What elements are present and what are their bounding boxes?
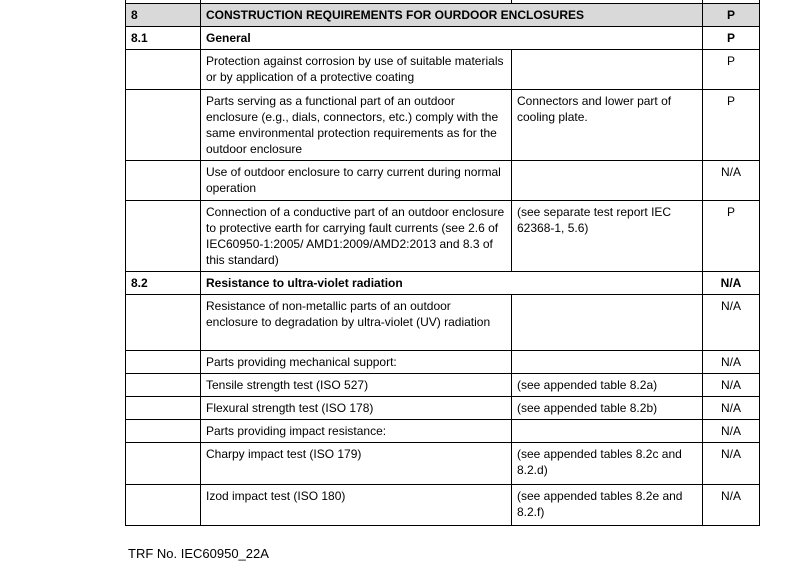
clause-cell — [126, 351, 201, 374]
table-row — [126, 295, 760, 351]
requirement-cell: Charpy impact test (ISO 179) — [201, 443, 512, 485]
remark-cell — [512, 295, 703, 351]
requirement-cell: Parts providing mechanical support: — [201, 351, 512, 374]
requirement-cell: Use of outdoor enclosure to carry current during normal operation — [201, 161, 512, 201]
verdict-cell: N/A — [703, 485, 760, 526]
section-title-cell: General — [201, 27, 703, 50]
clause-cell — [126, 485, 201, 526]
clause-cell: 8.2 — [126, 272, 201, 295]
table-row-section-8 — [126, 4, 760, 27]
table-row — [126, 443, 760, 485]
table-container — [125, 0, 760, 526]
verdict-cell: N/A — [703, 374, 760, 397]
verdict-cell: N/A — [703, 161, 760, 201]
table-row — [126, 50, 760, 90]
verdict-cell: P — [703, 201, 760, 272]
clause-cell — [126, 201, 201, 272]
table-row — [126, 420, 760, 443]
clause-cell: 8.1 — [126, 27, 201, 50]
remark-cell: (see appended tables 8.2c and 8.2.d) — [512, 443, 703, 485]
remark-cell: (see appended table 8.2b) — [512, 397, 703, 420]
verdict-cell: P — [703, 90, 760, 161]
clause-cell — [126, 161, 201, 201]
table-row — [126, 485, 760, 526]
table-row-section-8-1 — [126, 27, 760, 50]
table-row — [126, 201, 760, 272]
remark-cell — [512, 50, 703, 90]
remark-cell: Connectors and lower part of cooling plate. — [512, 90, 703, 161]
verdict-cell: N/A — [703, 351, 760, 374]
verdict-cell: P — [703, 4, 760, 27]
clause-cell — [126, 90, 201, 161]
requirement-cell: Connection of a conductive part of an outdoor enclosure to protective earth for carrying fault currents (see 2.6 of IEC60950-1:2005/ AMD1:2009/AMD2:2013 and 8.3 of this standard) — [201, 201, 512, 272]
verdict-cell: N/A — [703, 443, 760, 485]
remark-cell: (see appended table 8.2a) — [512, 374, 703, 397]
trf-footer: TRF No. IEC60950_22A — [128, 546, 269, 561]
requirement-cell: Izod impact test (ISO 180) — [201, 485, 512, 526]
clause-cell — [126, 420, 201, 443]
remark-cell: (see appended tables 8.2e and 8.2.f) — [512, 485, 703, 526]
remark-cell: (see separate test report IEC 62368-1, 5.6) — [512, 201, 703, 272]
clause-cell — [126, 50, 201, 90]
requirement-cell: Flexural strength test (ISO 178) — [201, 397, 512, 420]
table-row — [126, 90, 760, 161]
table-row — [126, 351, 760, 374]
clause-cell — [126, 374, 201, 397]
requirement-cell: Parts providing impact resistance: — [201, 420, 512, 443]
table-row — [126, 397, 760, 420]
requirement-cell: Protection against corrosion by use of suitable materials or by application of a protective coating — [201, 50, 512, 90]
requirement-cell: Resistance of non-metallic parts of an outdoor enclosure to degradation by ultra-violet (UV) radiation — [201, 295, 512, 351]
verdict-cell: P — [703, 27, 760, 50]
requirement-cell: Parts serving as a functional part of an outdoor enclosure (e.g., dials, connectors, etc.) comply with the same environmental protection requirements as for the outdoor enclosure — [201, 90, 512, 161]
table-row-section-8-2 — [126, 272, 760, 295]
clause-cell — [126, 295, 201, 351]
requirements-table — [125, 0, 760, 526]
verdict-cell: N/A — [703, 420, 760, 443]
remark-cell — [512, 420, 703, 443]
section-title-cell: CONSTRUCTION REQUIREMENTS FOR OURDOOR ENCLOSURES — [201, 4, 703, 27]
remark-cell — [512, 351, 703, 374]
verdict-cell: N/A — [703, 397, 760, 420]
clause-cell: 8 — [126, 4, 201, 27]
verdict-cell: N/A — [703, 272, 760, 295]
remark-cell — [512, 161, 703, 201]
table-row — [126, 161, 760, 201]
clause-cell — [126, 443, 201, 485]
requirement-cell: Tensile strength test (ISO 527) — [201, 374, 512, 397]
table-row — [126, 374, 760, 397]
clause-cell — [126, 397, 201, 420]
verdict-cell: N/A — [703, 295, 760, 351]
verdict-cell: P — [703, 50, 760, 90]
section-title-cell: Resistance to ultra-violet radiation — [201, 272, 703, 295]
